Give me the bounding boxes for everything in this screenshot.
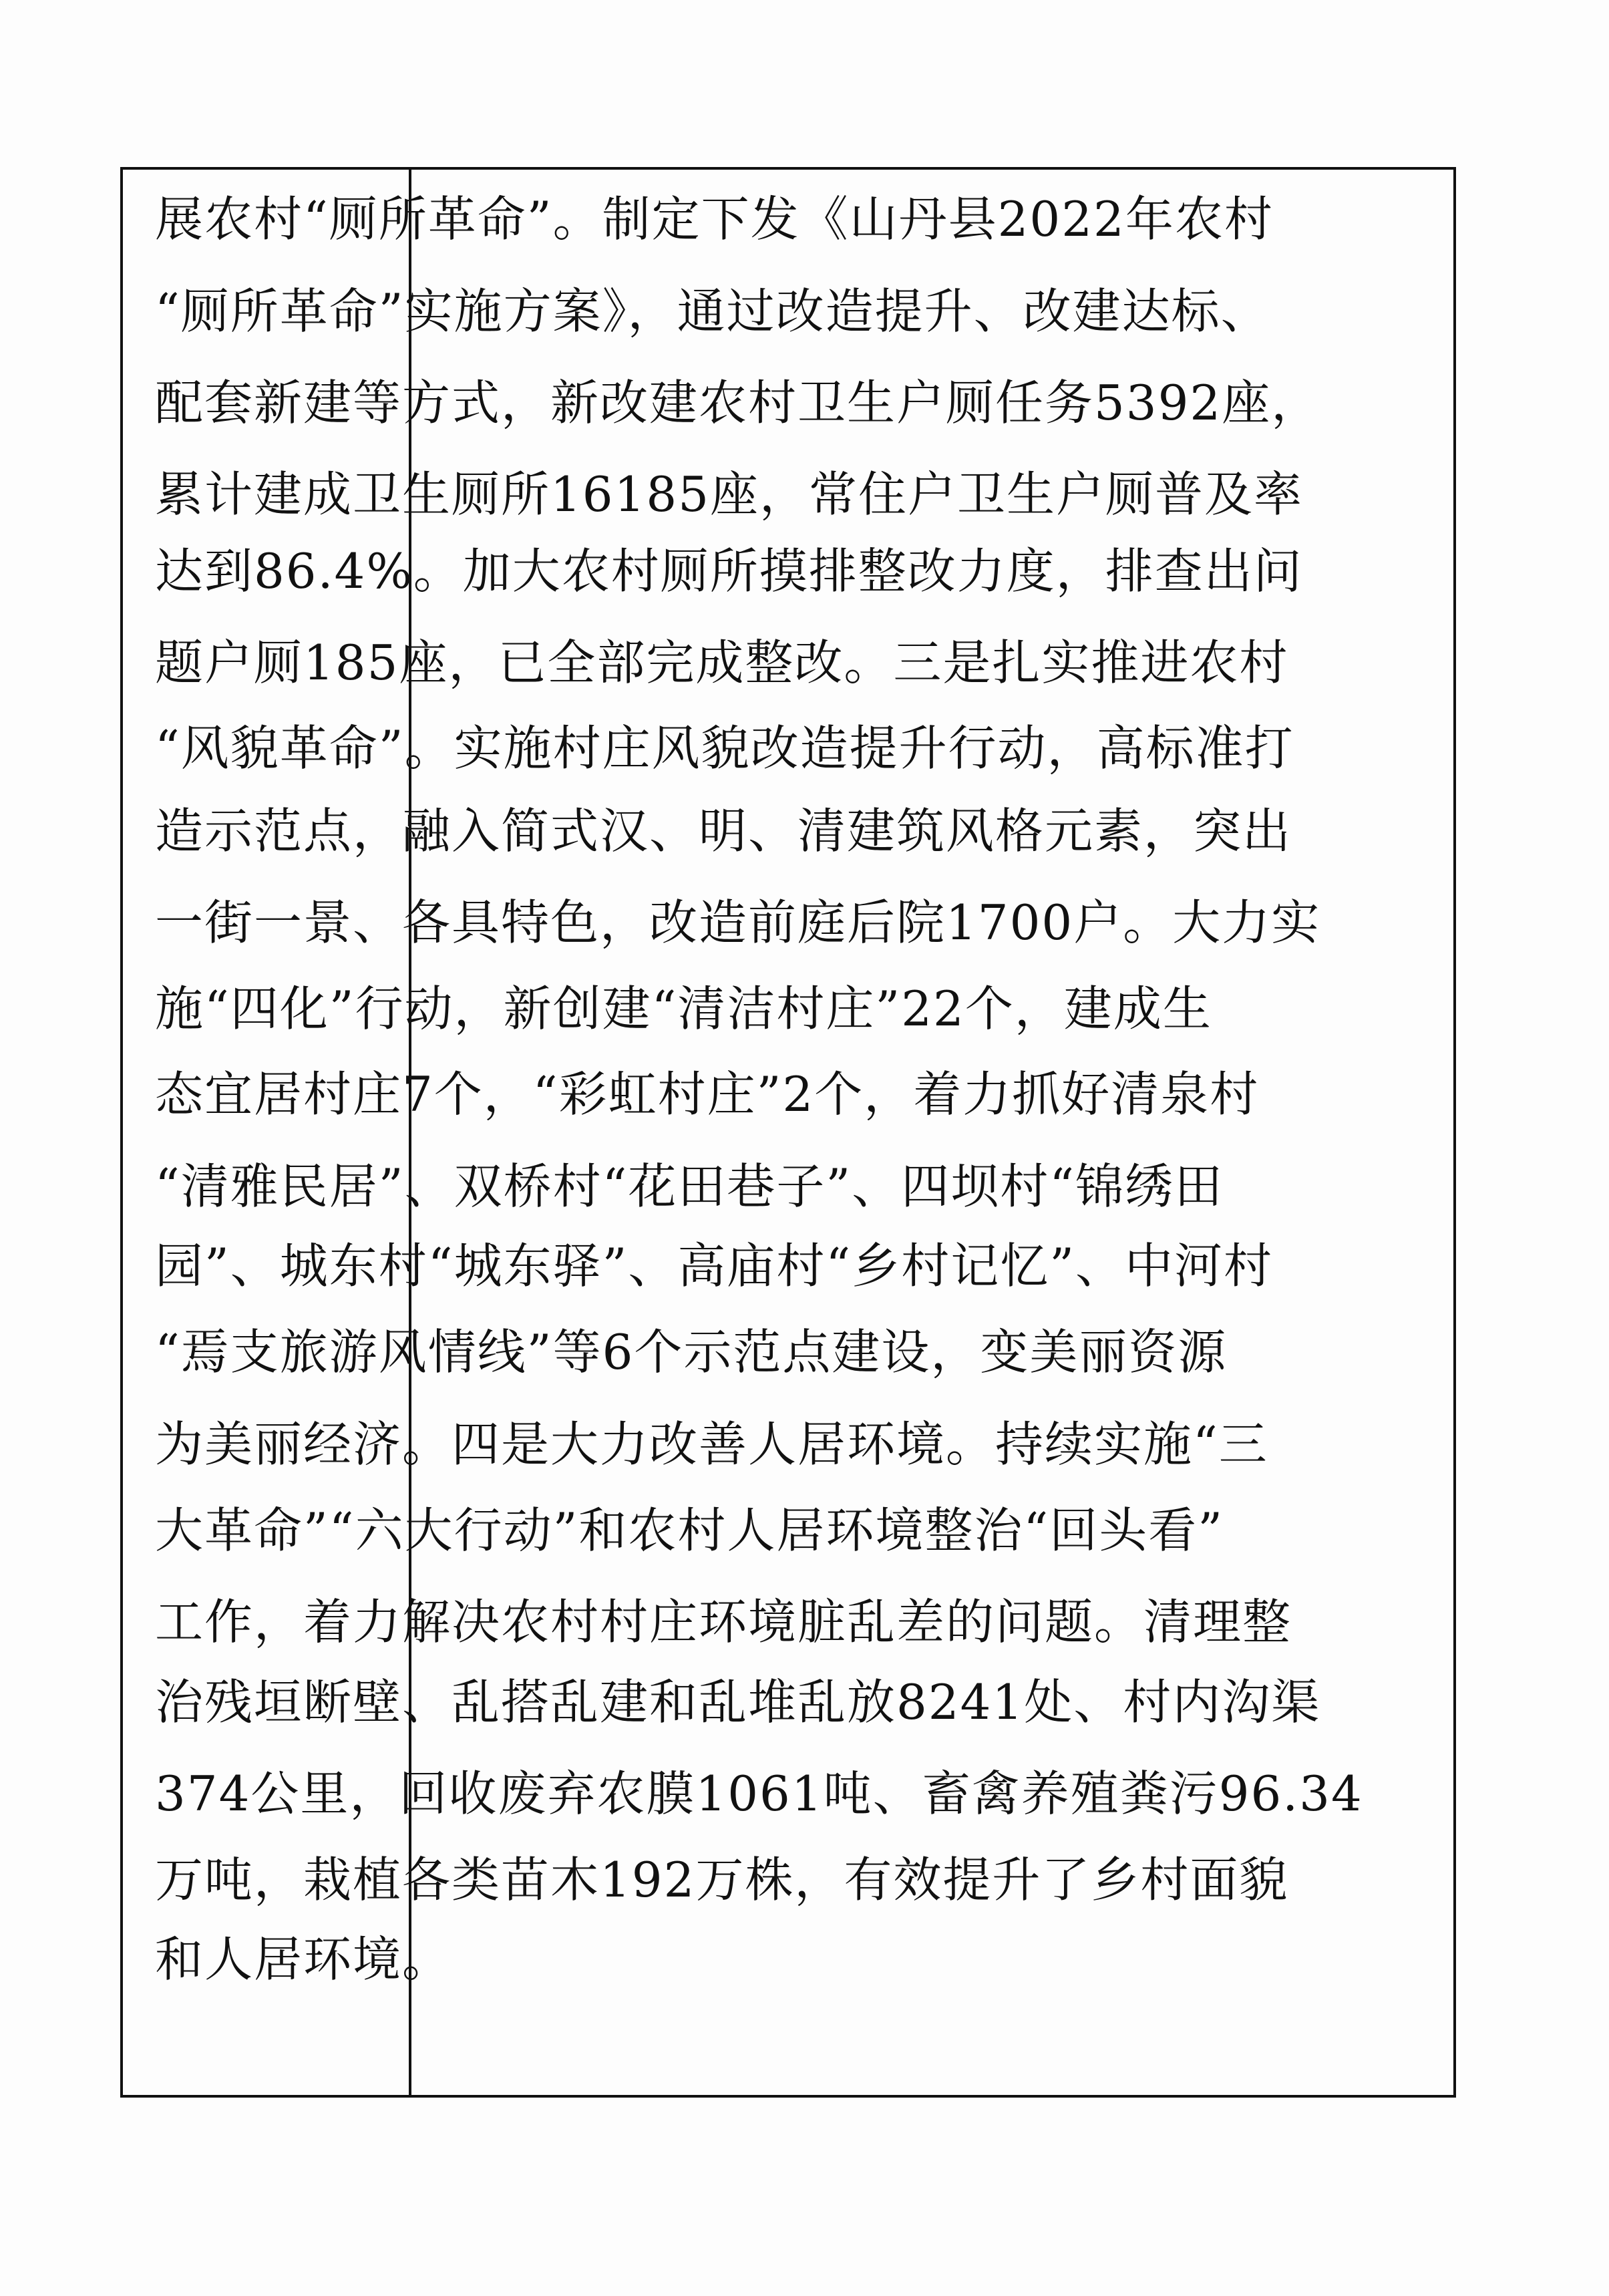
text-line: 大革命”“六大行动”和农村人居环境整治“回头看”	[155, 1502, 1224, 1559]
text-line: 造示范点，融入简式汉、明、清建筑风格元素，突出	[155, 803, 1292, 859]
text-line: 态宜居村庄7个，“彩虹村庄”2个，着力抓好清泉村	[155, 1066, 1260, 1122]
text-line: “风貌革命”。实施村庄风貌改造提升行动，高标准打	[155, 720, 1294, 776]
text-line: 展农村“厕所革命”。制定下发《山丹县2022年农村	[155, 191, 1274, 247]
text-line: 题户厕185座，已全部完成整改。三是扎实推进农村	[155, 635, 1289, 691]
text-line: 工作，着力解决农村村庄环境脏乱差的问题。清理整	[155, 1594, 1292, 1650]
text-line: 累计建成卫生厕所16185座，常住户卫生户厕普及率	[155, 466, 1304, 522]
text-line: 万吨，栽植各类苗木192万株，有效提升了乡村面貌	[155, 1852, 1289, 1908]
text-line: 达到86.4%。加大农村厕所摸排整改力度，排查出问	[155, 543, 1303, 599]
text-line: 配套新建等方式，新改建农村卫生户厕任务5392座，	[155, 375, 1321, 431]
text-line: 374公里，回收废弃农膜1061吨、畜禽养殖粪污96.34	[155, 1766, 1363, 1822]
text-line: 治残垣断壁、乱搭乱建和乱堆乱放8241处、村内沟渠	[155, 1674, 1321, 1730]
text-line: “厕所革命”实施方案》，通过改造提升、改建达标、	[155, 283, 1270, 339]
text-line: 为美丽经济。四是大力改善人居环境。持续实施“三	[155, 1416, 1268, 1472]
text-line: 和人居环境。	[155, 1931, 452, 1987]
text-line: 园”、城东村“城东驿”、高庙村“乡村记忆”、中河村	[155, 1238, 1274, 1294]
text-line: 一街一景、各具特色，改造前庭后院1700户。大力实	[155, 894, 1321, 951]
text-line: “清雅民居”、双桥村“花田巷子”、四坝村“锦绣田	[155, 1158, 1224, 1214]
text-line: “焉支旅游风情线”等6个示范点建设，变美丽资源	[155, 1324, 1228, 1380]
body-text	[155, 0, 1461, 2296]
text-line: 施“四化”行动，新创建“清洁村庄”22个，建成生	[155, 981, 1212, 1037]
